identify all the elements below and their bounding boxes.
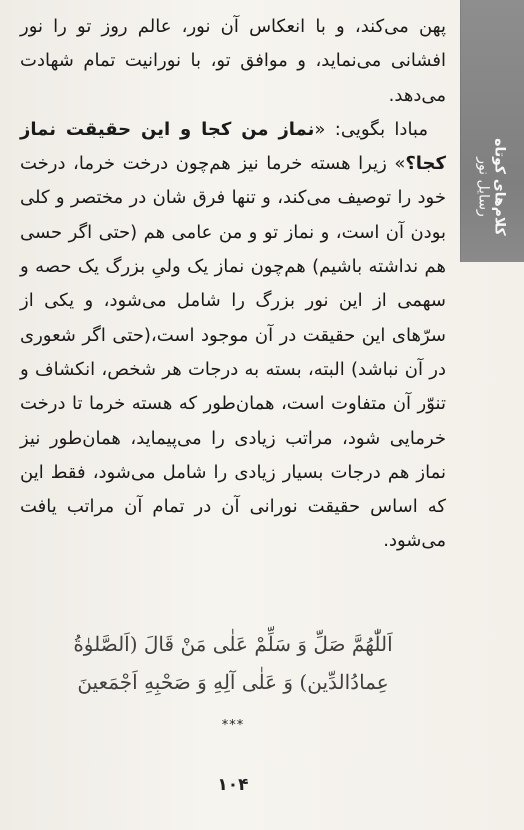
paragraph-2-rest: » زیرا هسته خرما نیز هم‌چون درخت خرما، درخت خود را توصیف می‌کند، و تنها فرق شان در مختصر و کلی بودن آن است، و نماز تو و من عامی هم (حتی اگر حسی هم نداشته باشیم) هم‌چون نماز یک ولیِ بزرگ یک حصه و سهمی از این نور بزرگ را شامل می‌شود، و یکی از سرّهای این حقیقت در آن موجود است،(حتی اگر شعوری در آن نباشد) البته، بسته به درجات هر شخص، انکشاف و تنوّر آن متفاوت است، همان‌طور که هسته خرما تا درخت خرمایی شود، مراتب زیادی را می‌پیماید، همان‌طور نیز نماز هم درجات بسیار زیادی را شامل می‌شود، فقط این که اساس حقیقت نورانی آن در تمام آن مراتب یافت می‌شود.	[20, 153, 446, 552]
side-tab-line-1: کلام‌های کوتاه	[492, 138, 508, 236]
prayer-line-2: عِمادُالدِّين) وَ عَلٰى آلِهِ وَ صَحْبِهِ اَجْمَعينَ	[77, 670, 389, 694]
chapter-side-tab-label	[468, 132, 516, 242]
prayer-line-1: اَللّٰهُمَّ صَلِّ وَ سَلِّمْ عَلٰى مَنْ قَالَ (اَلصَّلوٰةُ	[73, 632, 393, 656]
paragraph-2-bold-quote: نماز من کجا و این حقیقت نماز کجا؟	[20, 118, 446, 175]
page-number: ۱۰۴	[217, 775, 249, 795]
paragraph-2	[20, 113, 446, 559]
section-separator: ***	[221, 718, 245, 733]
paragraph-1: پهن می‌کند، و با انعکاس آن نور، عالم روز تو را نور افشانی می‌نماید، و موافق تو، با نورانیت تمام شهادت می‌دهد.	[20, 16, 446, 106]
closing-prayer	[20, 625, 446, 701]
paragraph-2-intro: مبادا بگویی: «	[314, 118, 428, 140]
body-text	[20, 10, 446, 559]
side-tab-line-2: رسایل نور	[476, 157, 492, 217]
